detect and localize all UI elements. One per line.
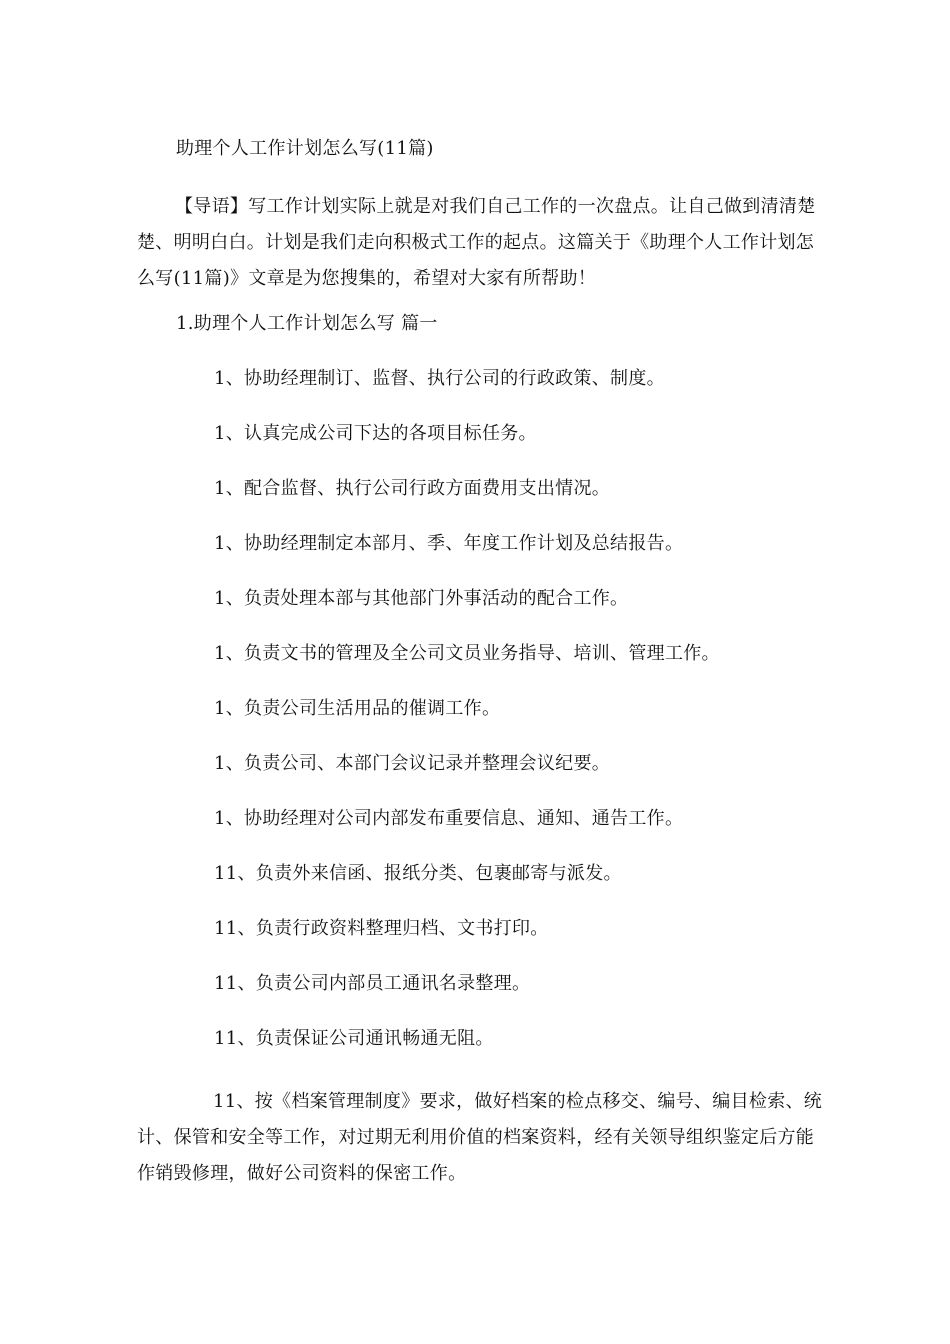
list-item: 11、负责行政资料整理归档、文书打印。 [214,918,549,939]
list-item: 11、负责公司内部员工通讯名录整理。 [214,973,531,994]
intro-paragraph: 【导语】写工作计划实际上就是对我们自己工作的一次盘点。让自己做到清清楚楚、明明白白。计划是我们走向积极式工作的起点。这篇关于《助理个人工作计划怎么写(11篇)》文章是为您搜集的，希望对大家有所帮助！ [137,196,816,289]
list-item: 1、负责公司、本部门会议记录并整理会议纪要。 [214,753,611,774]
list-item: 1、负责文书的管理及全公司文员业务指导、培训、管理工作。 [214,643,720,664]
section-heading: 1.助理个人工作计划怎么写 篇一 [176,313,438,334]
list-item: 1、协助经理制定本部月、季、年度工作计划及总结报告。 [214,533,684,554]
list-item: 11、负责外来信函、报纸分类、包裹邮寄与派发。 [214,863,622,884]
list-item: 1、负责处理本部与其他部门外事活动的配合工作。 [214,588,629,609]
list-item: 1、负责公司生活用品的催调工作。 [214,698,501,719]
list-item: 1、协助经理制订、监督、执行公司的行政政策、制度。 [214,368,665,389]
document-title: 助理个人工作计划怎么写(11篇) [176,138,434,159]
list-item: 11、负责保证公司通讯畅通无阻。 [214,1028,494,1049]
list-item: 1、配合监督、执行公司行政方面费用支出情况。 [214,478,611,499]
list-item: 1、协助经理对公司内部发布重要信息、通知、通告工作。 [214,808,684,829]
list-item: 1、认真完成公司下达的各项目标任务。 [214,423,537,444]
list-item-long: 11、按《档案管理制度》要求，做好档案的检点移交、编号、编目检索、统计、保管和安全等工作，对过期无利用价值的档案资料，经有关领导组织鉴定后方能作销毁修理，做好公司资料的保密工作。 [137,1091,823,1184]
